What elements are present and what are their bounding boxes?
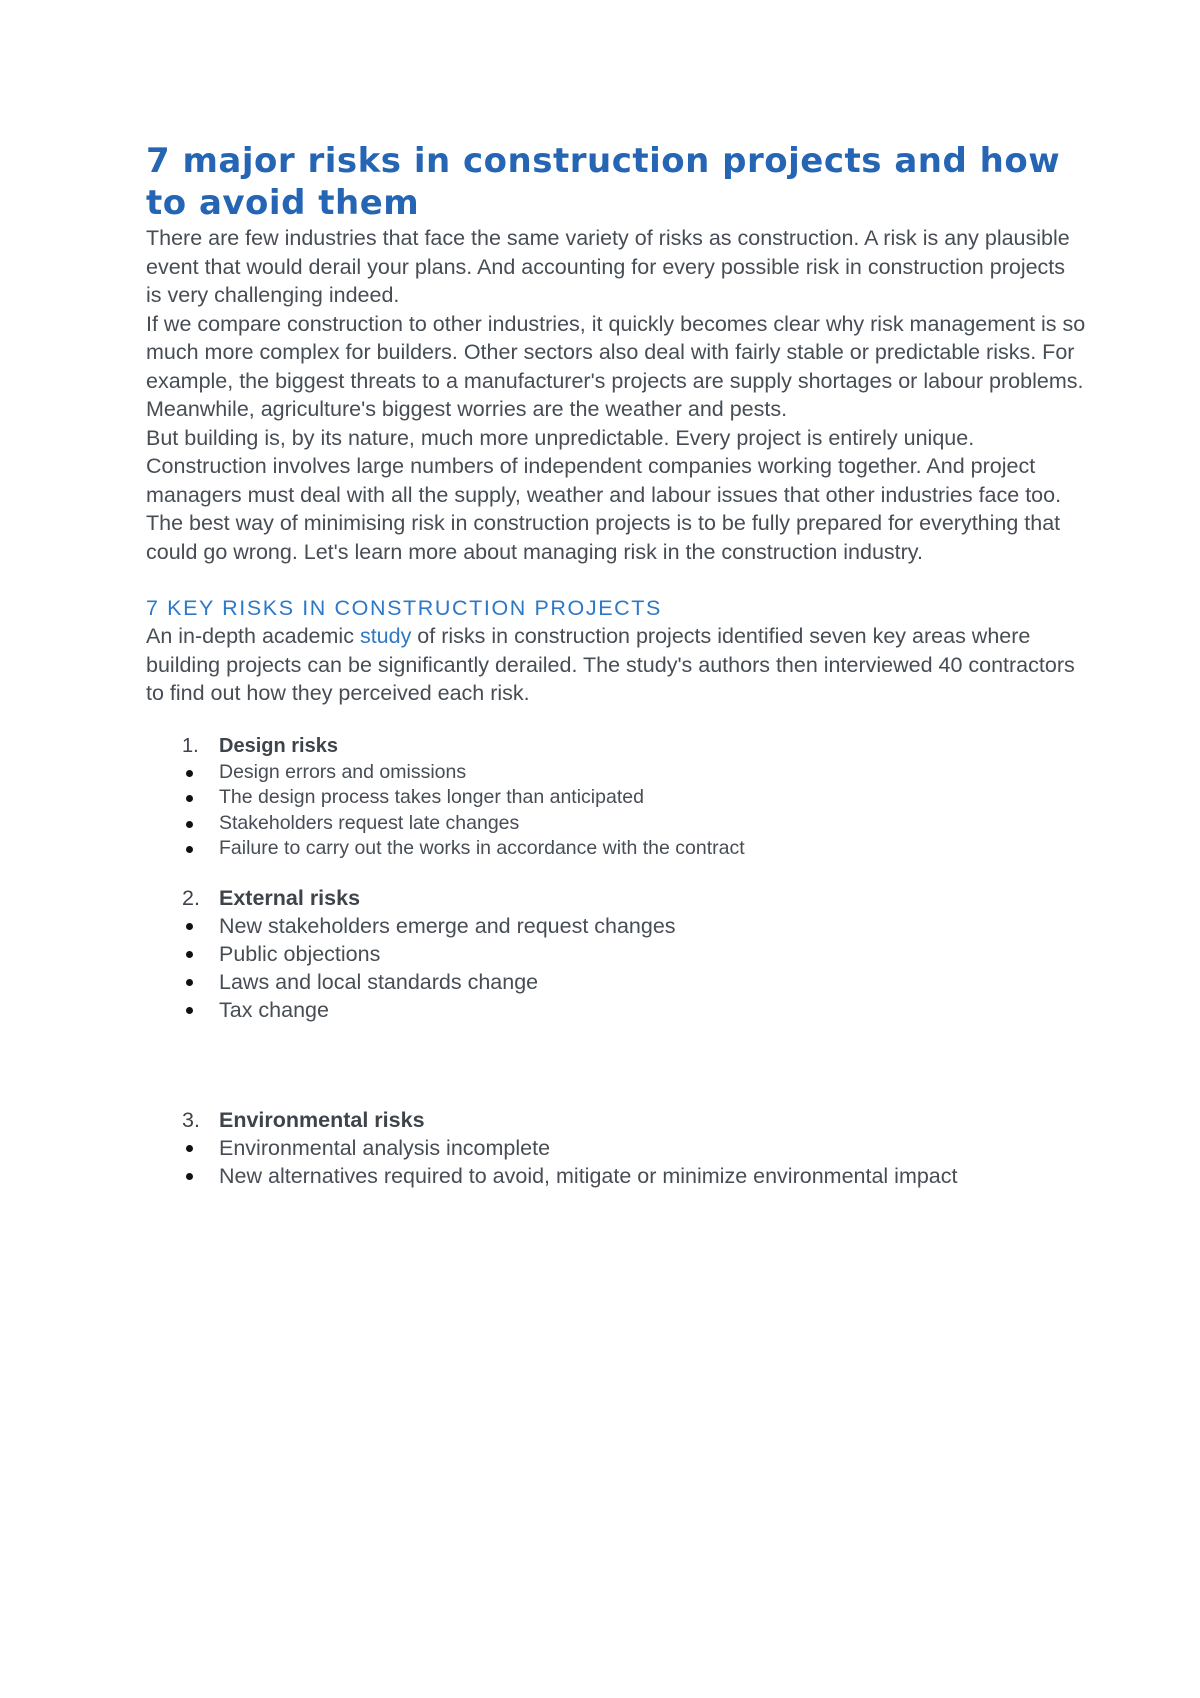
study-link[interactable]: study [359,624,412,648]
bullet-icon [186,770,193,777]
list-item [146,940,1086,968]
list-item-text: Public objections [219,941,381,966]
paragraph-minimising: The best way of minimising risk in construction projects is to be fully prepared for everything that could go wrong. Let's learn more about managing risk in the construction industry. [146,511,1061,564]
bullet-icon [186,846,193,853]
list-item-text: Failure to carry out the works in accordance with the contract [219,837,745,859]
list-item [146,811,1086,837]
list-item [146,785,1086,811]
risk-heading-external [146,884,1086,912]
risk-label: Environmental risks [219,1107,425,1132]
bullet-icon [186,795,193,802]
list-number: 1. [182,734,199,757]
list-item-text: New alternatives required to avoid, mitigate or minimize environmental impact [219,1163,958,1188]
list-item-text: New stakeholders emerge and request changes [219,913,676,938]
bullet-icon [186,1145,193,1152]
study-text-after: of risks in construction projects identified seven key areas where building projects can be significantly derailed. The study's authors then interviewed 40 contractors to find out how they perceived each risk. [146,624,1075,705]
list-item-text: Tax change [219,997,329,1022]
bullet-icon [186,951,193,958]
section-heading: 7 KEY RISKS IN CONSTRUCTION PROJECTS [146,596,662,620]
list-item-text: Laws and local standards change [219,969,539,994]
list-number: 2. [182,885,200,910]
list-item-text: Design errors and omissions [219,760,467,783]
list-item [146,996,1086,1024]
list-item [146,1162,1086,1190]
risk-heading-environmental [146,1106,1086,1134]
bullet-icon [186,923,193,930]
list-item [146,1134,1086,1162]
bullet-icon [186,1007,193,1014]
environmental-risks-list [146,1134,1086,1190]
document-page [146,140,1086,1190]
list-item [146,836,1086,862]
bullet-icon [186,1173,193,1180]
list-item-text: Environmental analysis incomplete [219,1135,551,1160]
list-item [146,760,1086,786]
bullet-icon [186,821,193,828]
study-text-before: An in-depth academic [146,624,360,648]
paragraph-intro: There are few industries that face the same variety of risks as construction. A risk is any plausible event that would derail your plans. And accounting for every possible risk in construction projects is very challenging indeed. [146,226,1070,307]
bullet-icon [186,979,193,986]
risk-label: Design risks [219,734,338,757]
design-risks-list [146,760,1086,862]
risk-label: External risks [219,885,361,910]
paragraph-comparison: If we compare construction to other industries, it quickly becomes clear why risk management is so much more complex for builders. Other sectors also deal with fairly stable or predictable risks. For example, the biggest threats to a manufacturer's projects are supply shortages or labour problems. Meanwhile, agriculture's biggest worries are the weather and pests. [146,311,1086,421]
list-item-text: Stakeholders request late changes [219,811,520,834]
paragraph-study [146,622,1086,708]
list-item [146,912,1086,940]
list-item-text: The design process takes longer than anticipated [219,786,644,808]
document-title: 7 major risks in construction projects and how to avoid them [146,141,1061,223]
external-risks-list [146,912,1086,1024]
list-number: 3. [182,1107,200,1132]
list-item [146,968,1086,996]
risk-heading-design [146,732,1086,760]
paragraph-unpredictable: But building is, by its nature, much more unpredictable. Every project is entirely unique. Construction involves large numbers of independent companies working together. And project managers must deal with all the supply, weather and labour issues that other industries face too. [146,425,1062,507]
